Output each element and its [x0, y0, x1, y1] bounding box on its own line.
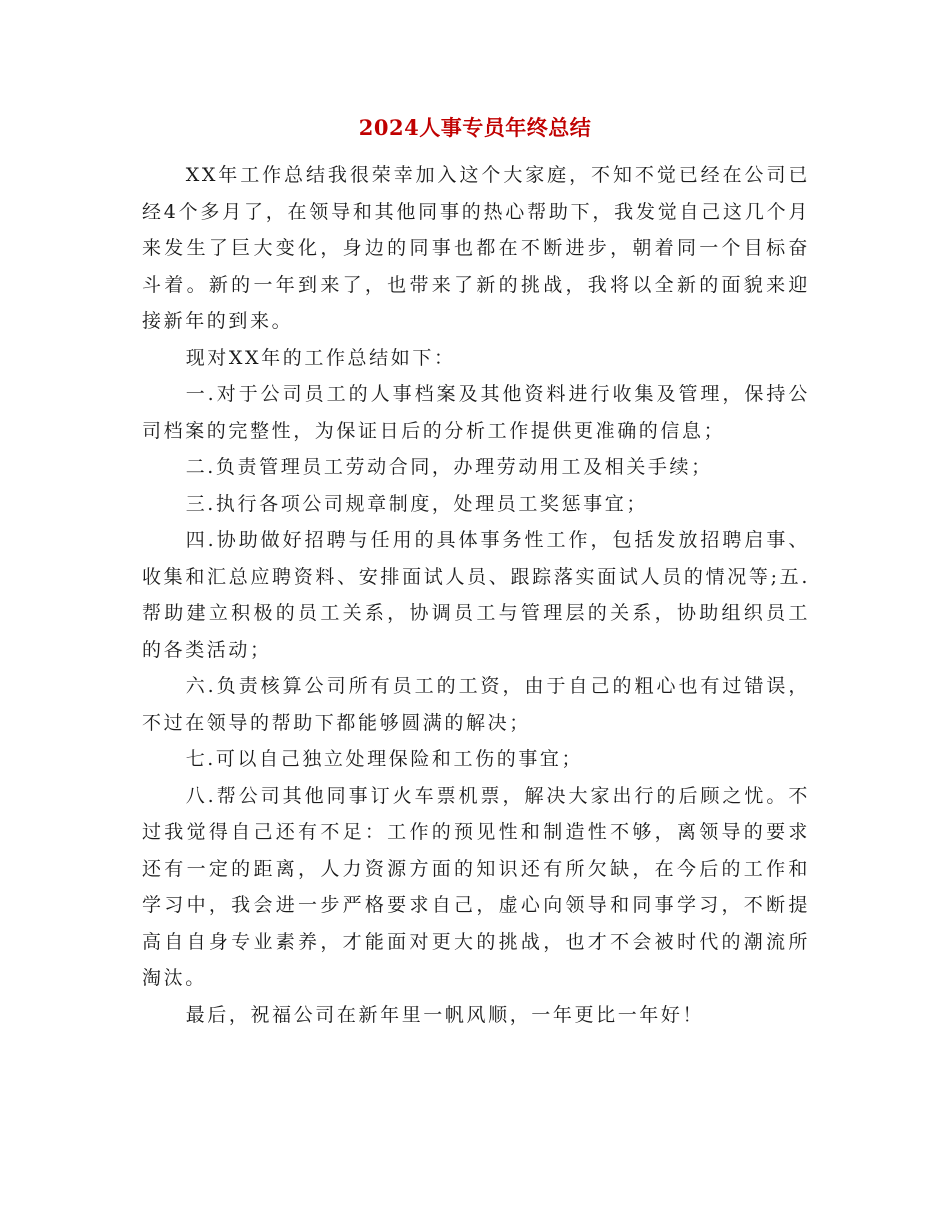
- paragraph-item-1: 一.对于公司员工的人事档案及其他资料进行收集及管理，保持公司档案的完整性，为保证日后的分析工作提供更准确的信息；: [142, 383, 810, 442]
- document-title: 2024人事专员年终总结: [358, 115, 592, 140]
- paragraph-item-2: 二.负责管理员工劳动合同，办理劳动用工及相关手续；: [185, 456, 713, 478]
- paragraph-closing: 最后，祝福公司在新年里一帆风顺，一年更比一年好！: [185, 1003, 705, 1026]
- document-body: [142, 157, 810, 1033]
- paragraph-item-6: 六.负责核算公司所有员工的工资，由于自己的粗心也有过错误，不过在领导的帮助下都能够圆满的解决；: [142, 675, 810, 734]
- paragraph-item-7: 七.可以自己独立处理保险和工伤的事宜；: [185, 748, 584, 770]
- paragraph-item-3: 三.执行各项公司规章制度，处理员工奖惩事宜；: [185, 492, 648, 515]
- paragraph-item-4-5: 四.协助做好招聘与任用的具体事务性工作，包括发放招聘启事、收集和汇总应聘资料、安排面试人员、跟踪落实面试人员的情况等;五.帮助建立积极的员工关系，协调员工与管理层的关系，协助组织员工的各类活动；: [142, 529, 810, 661]
- paragraph-intro: XX年工作总结我很荣幸加入这个大家庭，不知不觉已经在公司已经4个多月了，在领导和其他同事的热心帮助下，我发觉自己这几个月来发生了巨大变化，身边的同事也都在不断进步，朝着同一个目标奋斗着。新的一年到来了，也带来了新的挑战，我将以全新的面貌来迎接新年的到来。: [142, 164, 810, 332]
- paragraph-summary-lead: 现对XX年的工作总结如下：: [185, 346, 456, 369]
- paragraph-item-8: 八.帮公司其他同事订火车票机票，解决大家出行的后顾之忧。不过我觉得自己还有不足：工作的预见性和制造性不够，离领导的要求还有一定的距离，人力资源方面的知识还有所欠缺，在今后的工作和学习中，我会进一步严格要求自己，虚心向领导和同事学习，不断提高自自身专业素养，才能面对更大的挑战，也才不会被时代的潮流所淘汰。: [142, 784, 810, 989]
